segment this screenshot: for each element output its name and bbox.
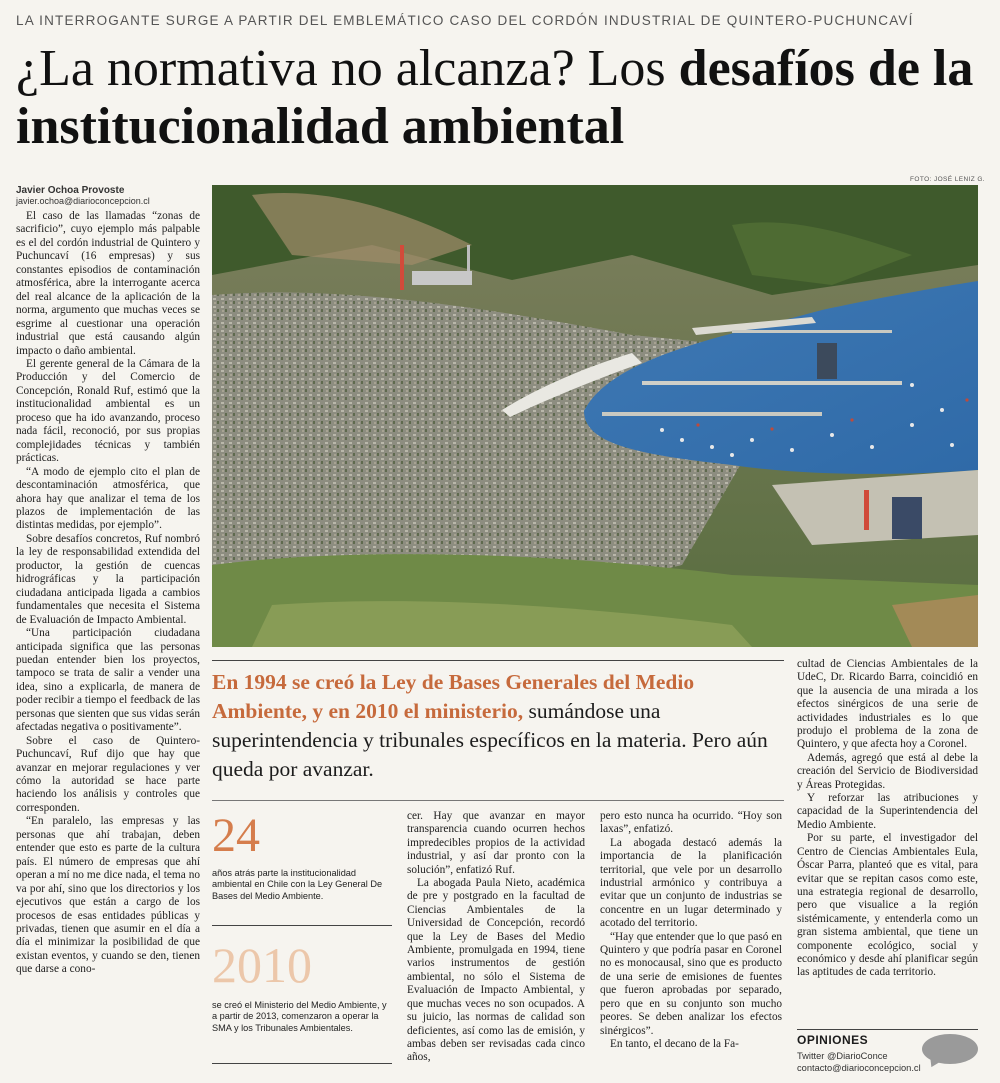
- paragraph: Sobre desafíos concretos, Ruf nombró la ley de responsabilidad extendida del productor, la gestión de cuencas hidrográficas y la participación ciudadana anticipada ligada a cambios fundamentales que necesita el Sistema de Evaluación de Impacto Ambiental.: [16, 532, 200, 626]
- photo-credit: FOTO: JOSÉ LENIZ G.: [910, 176, 986, 183]
- kicker: LA INTERROGANTE SURGE A PARTIR DEL EMBLEMÁTICO CASO DEL CORDÓN INDUSTRIAL DE QUINTERO-PUCHUNCAVÍ: [16, 13, 914, 28]
- paragraph: pero esto nunca ha ocurrido. “Hoy son laxas”, enfatizó.: [600, 810, 782, 836]
- author-name: Javier Ochoa Provoste: [16, 185, 125, 196]
- headline: [16, 40, 991, 156]
- author-email[interactable]: javier.ochoa@diarioconcepcion.cl: [16, 196, 150, 206]
- paragraph: La abogada Paula Nieto, académica de pre y postgrado en la facultad de Ciencias Ambientales de la Universidad de Concepción, recordó que la Ley de Bases del Medio Ambiente, promulgada en 1994, tiene varios instrumentos de gestión ambiental, no sólo el Sistema de Evaluación de Impacto Ambiental, y que muchas veces no son ocupados. A su juicio, las normas de calidad son deficientes, así como las de emisión, y ambas deben ser revisadas cada cinco años,: [407, 877, 585, 1064]
- social-contacts: [797, 1050, 921, 1074]
- pull-quote: [212, 668, 784, 784]
- paragraph: Y reforzar las atribuciones y capacidad de la Superintendencia del Medio Ambiente.: [797, 792, 978, 831]
- divider: [212, 800, 784, 801]
- paragraph: La abogada destacó además la importancia de la planificación territorial, que vele por un desarrollo industrial armónico y contribuya a evitar que un conjunto de industrias se concentre en un lugar determinado y acotado del territorio.: [600, 836, 782, 930]
- paragraph: cer. Hay que avanzar en mayor transparencia cuando ocurren hechos impredecibles propios de la actividad industrial, y así dar pronto con la solución”, enfatizó Ruf.: [407, 810, 585, 876]
- headline-part2: desafíos de la institucionalidad ambiental: [16, 40, 974, 155]
- aerial-photo-illustration: [212, 185, 978, 647]
- article-column-4: [600, 810, 782, 1080]
- paragraph: El gerente general de la Cámara de la Producción y del Comercio de Concepción, Ronald Ruf, estimó que la institucionalidad ambiental es un proceso que ha ido avanzando, proceso nada fácil, reconoció, por sus propias complejidades técnicas y también prácticas.: [16, 357, 200, 465]
- stat-text-24: años atrás parte la institucionalidad ambiental en Chile con la Ley General De Bases del Medio Ambiente.: [212, 868, 383, 901]
- pull-quote-highlight: En 1994 se creó la Ley de Bases Generales del Medio Ambiente, y en 2010 el ministerio,: [212, 670, 695, 723]
- stat-number-2010: 2010: [212, 937, 312, 993]
- article-column-1: [16, 210, 200, 1080]
- byline: [16, 185, 150, 207]
- divider: [797, 1029, 978, 1030]
- contact-email[interactable]: contacto@diarioconcepcion.cl: [797, 1063, 921, 1073]
- paragraph: En tanto, el decano de la Fa-: [610, 1037, 739, 1050]
- headline-part1: ¿La normativa no alcanza? Los: [16, 40, 679, 97]
- article-column-5: [797, 658, 978, 1026]
- aerial-photo: [212, 185, 978, 647]
- paragraph: cultad de Ciencias Ambientales de la UdeC, Dr. Ricardo Barra, coincidió en que la ausencia de una mirada a los efectos sinérgicos de una serie de actividades industriales es lo que produjo el problema de la zona de Quintero, y que afecta hoy a Coronel.: [797, 658, 978, 751]
- paragraph: “En paralelo, las empresas y las personas que ahí trabajan, deben entender que esto es parte de la cultura país. El número de empresas que ahí operan a mí no me dice nada, el tema no va por ahí, sino que los directorios y los ejecutivos que están a cargo de los procesos de esas entidades públicas y privadas, tienen que asumir en el día a día el minimizar la posibilidad de que existan eventos, y cuando se den, tienen que darse a cono-: [16, 815, 200, 976]
- paragraph: Además, agregó que está al debe la creación del Servicio de Biodiversidad y Áreas Protegidas.: [797, 751, 978, 791]
- divider: [212, 925, 392, 926]
- paragraph: “A modo de ejemplo cito el plan de descontaminación atmosférica, que ahora hay que analizar el tema de los plazos de implementación de las distintas medidas, por ejemplo”.: [16, 465, 200, 532]
- paragraph: Por su parte, el investigador del Centro de Ciencias Ambientales Eula, Óscar Parra, planteó que es vital, para evitar que se repitan casos como este, una estrategia regional de desarrollo, pero que visualice a la región sistémicamente, y entenderla como un gran sistema ambiental, que tiene un componente ecológico, social y económico y desde ahí planificar según las aptitudes de cada territorio.: [797, 832, 978, 979]
- divider: [212, 660, 784, 661]
- opinions-label: OPINIONES: [797, 1033, 869, 1047]
- divider: [212, 1063, 392, 1064]
- paragraph: El caso de las llamadas “zonas de sacrificio”, cuyo ejemplo más palpable es el del cordón industrial de Quintero y Puchuncaví (16 empresas) y sus constantes episodios de contaminación atmosférica, abre la interrogante acerca del real alcance de la aplicación de la norma, argumento que muchas veces se esgrime al cuestionar una operación industrial que está causando algún impacto o daño ambiental.: [16, 210, 200, 357]
- speech-bubble-icon: [922, 1034, 978, 1064]
- twitter-handle[interactable]: Twitter @DiarioConce: [797, 1051, 888, 1061]
- article-column-3: [407, 810, 585, 1080]
- paragraph: Sobre el caso de Quintero-Puchuncaví, Ruf dijo que hay que avanzar en mejorar regulaciones y ver cómo la autoridad se hace parte haciendo los análisis y controles que corresponden.: [16, 734, 200, 814]
- paragraph: “Hay que entender que lo que pasó en Quintero y que podría pasar en Coronel no es monocausal, sino que es producto de una serie de emisiones de fuentes que fueron aprobadas por separado, pero que en su conjunto son mucho peores. Se deben analizar los efectos sinérgicos”.: [600, 930, 782, 1037]
- pull-quote-text: sumándose una superintendencia y tribunales específicos en la materia. Pero aún queda por avanzar.: [212, 699, 768, 781]
- stat-number-24: 24: [212, 809, 260, 862]
- stat-text-2010: se creó el Ministerio del Medio Ambiente, y a partir de 2013, comenzaron a operar la SMA y los Tribunales Ambientales.: [212, 1000, 387, 1033]
- paragraph: “Una participación ciudadana anticipada significa que las personas puedan entender bien los proyectos, tampoco se trata de salir a vender una idea, sino a explicarla, de manera de poder recibir a tiempo el feedback de las personas que sienten que sus vidas serán afectadas negativa o positivamente”.: [16, 627, 200, 734]
